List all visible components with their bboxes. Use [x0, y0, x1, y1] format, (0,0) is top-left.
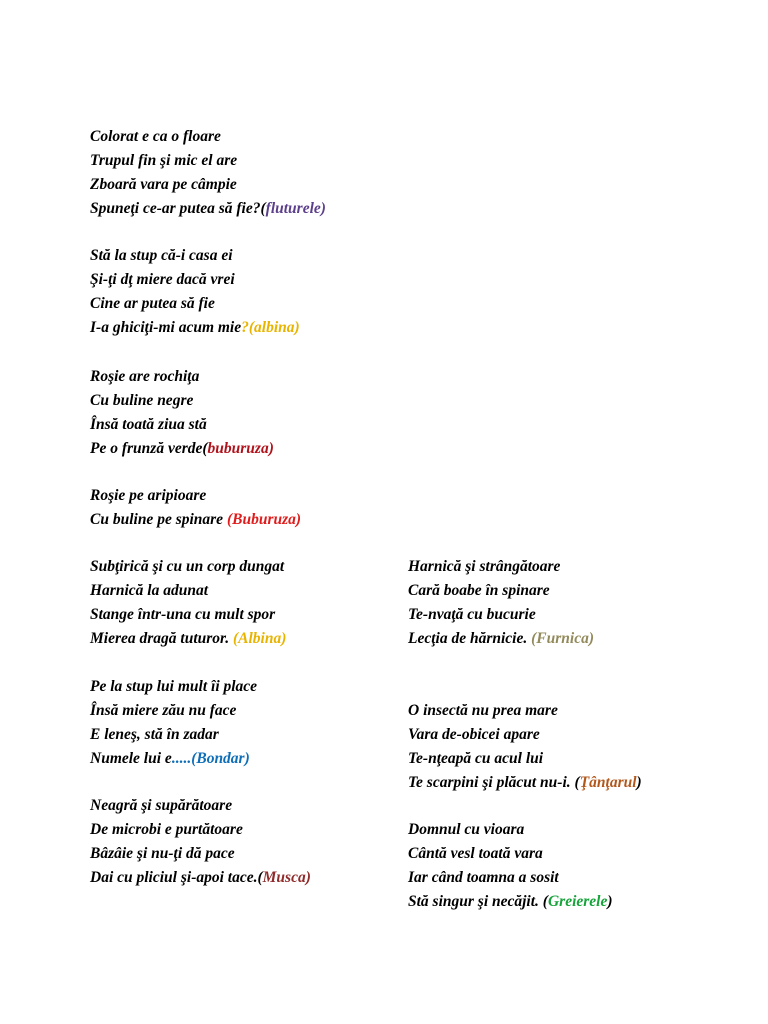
riddle-text: Pe o frunză verde(	[90, 440, 208, 457]
riddle-text: Neagră şi supărătoare	[90, 797, 233, 814]
riddle-line	[408, 723, 642, 747]
riddle-stanza	[90, 675, 257, 771]
riddle-answer: fluturele)	[265, 200, 326, 217]
riddle-text: Dai cu pliciul şi-apoi tace.(	[90, 869, 263, 886]
riddle-answer: Greierele	[547, 893, 608, 910]
riddle-line	[90, 603, 286, 627]
riddle-answer: Musca)	[262, 869, 311, 886]
riddle-text: Vara de-obicei apare	[408, 726, 540, 743]
riddle-line	[90, 316, 300, 340]
riddle-text: Mierea dragă tuturor.	[90, 630, 233, 647]
riddle-line	[90, 675, 257, 699]
riddle-text: Domnul cu vioara	[408, 821, 525, 838]
riddle-stanza	[90, 244, 300, 340]
riddle-text: Numele lui e	[90, 750, 172, 767]
riddle-text: E leneş, stă în zadar	[90, 726, 219, 743]
riddle-text: Iar când toamna a sosit	[408, 869, 559, 886]
riddle-text: Lecţia de hărnicie.	[408, 630, 532, 647]
riddle-answer: (Buburuza)	[226, 511, 302, 528]
riddle-line	[90, 747, 257, 771]
riddle-text: Cu buline pe spinare	[90, 511, 227, 528]
riddle-line	[408, 890, 613, 914]
riddle-line	[408, 603, 594, 627]
riddle-line	[408, 771, 642, 795]
riddle-line	[90, 627, 286, 651]
riddle-answer: Ţânţarul	[579, 774, 637, 791]
riddle-line	[90, 365, 274, 389]
riddle-line	[90, 125, 326, 149]
riddle-line	[408, 555, 594, 579]
riddle-text: Cântă vesl toată vara	[408, 845, 543, 862]
riddle-line	[90, 413, 274, 437]
riddle-line	[408, 818, 613, 842]
riddle-line	[408, 627, 594, 651]
riddle-stanza	[90, 484, 301, 532]
riddle-line	[90, 699, 257, 723]
riddle-line	[90, 173, 326, 197]
riddle-answer: ?(albina)	[241, 319, 300, 336]
riddle-stanza	[408, 555, 594, 651]
riddle-text: Trupul fin şi mic el are	[90, 152, 238, 169]
riddle-line	[408, 699, 642, 723]
riddle-text: Spuneţi ce-ar putea să fie?(	[90, 200, 266, 217]
riddle-answer: (Furnica)	[531, 630, 594, 647]
riddle-line	[90, 484, 301, 508]
riddle-line	[90, 149, 326, 173]
riddle-stanza	[90, 125, 326, 221]
riddle-stanza	[408, 699, 642, 795]
riddle-line	[90, 389, 274, 413]
riddle-line	[90, 555, 286, 579]
riddle-answer-tail: )	[607, 893, 613, 910]
riddle-text: Însă miere zău nu face	[90, 702, 237, 719]
riddle-text: Roşie are rochiţa	[90, 368, 200, 385]
riddle-text: Te-nţeapă cu acul lui	[408, 750, 544, 767]
riddle-answer-tail: )	[636, 774, 642, 791]
riddle-answer: (Albina)	[232, 630, 287, 647]
riddle-text: Bâzâie şi nu-ţi dă pace	[90, 845, 235, 862]
riddle-text: Harnică la adunat	[90, 582, 208, 599]
riddle-text: Stă singur şi necăjit. (	[408, 893, 548, 910]
riddle-answer: buburuza)	[207, 440, 274, 457]
riddle-line	[90, 794, 311, 818]
riddle-text: O insectă nu prea mare	[408, 702, 558, 719]
riddle-text: De microbi e purtătoare	[90, 821, 243, 838]
riddle-line	[90, 437, 274, 461]
riddle-line	[90, 866, 311, 890]
riddle-text: Subţirică şi cu un corp dungat	[90, 558, 285, 575]
riddle-line	[90, 268, 300, 292]
riddle-line	[90, 292, 300, 316]
riddle-line	[408, 747, 642, 771]
riddle-text: Cu buline negre	[90, 392, 194, 409]
riddle-stanza	[408, 818, 613, 914]
riddle-line	[90, 723, 257, 747]
riddle-line	[90, 197, 326, 221]
riddle-text: Harnică şi strângătoare	[408, 558, 561, 575]
riddle-text: I-a ghiciţi-mi acum mie	[90, 319, 242, 336]
riddle-line	[408, 866, 613, 890]
riddle-text: Te-nvaţă cu bucurie	[408, 606, 536, 623]
riddle-text: Însă toată ziua stă	[90, 416, 207, 433]
riddle-text: Stange într-una cu mult spor	[90, 606, 276, 623]
riddle-text: Colorat e ca o floare	[90, 128, 221, 145]
riddle-line	[408, 842, 613, 866]
riddle-line	[90, 842, 311, 866]
riddle-stanza	[90, 794, 311, 890]
riddle-text: Şi-ţi dţ miere dacă vrei	[90, 271, 235, 288]
riddle-text: Roşie pe aripioare	[90, 487, 207, 504]
riddle-line	[90, 244, 300, 268]
riddle-stanza	[90, 555, 286, 651]
riddle-answer: .....(Bondar)	[171, 750, 250, 767]
riddle-text: Cară boabe în spinare	[408, 582, 550, 599]
riddle-stanza	[90, 365, 274, 461]
riddle-text: Pe la stup lui mult îi place	[90, 678, 258, 695]
riddle-line	[408, 579, 594, 603]
riddle-line	[90, 579, 286, 603]
riddle-text: Zboară vara pe câmpie	[90, 176, 237, 193]
riddle-text: Stă la stup că-i casa ei	[90, 247, 233, 264]
riddle-line	[90, 508, 301, 532]
riddle-line	[90, 818, 311, 842]
riddle-text: Te scarpini şi plăcut nu-i. (	[408, 774, 580, 791]
riddle-text: Cine ar putea să fie	[90, 295, 215, 312]
